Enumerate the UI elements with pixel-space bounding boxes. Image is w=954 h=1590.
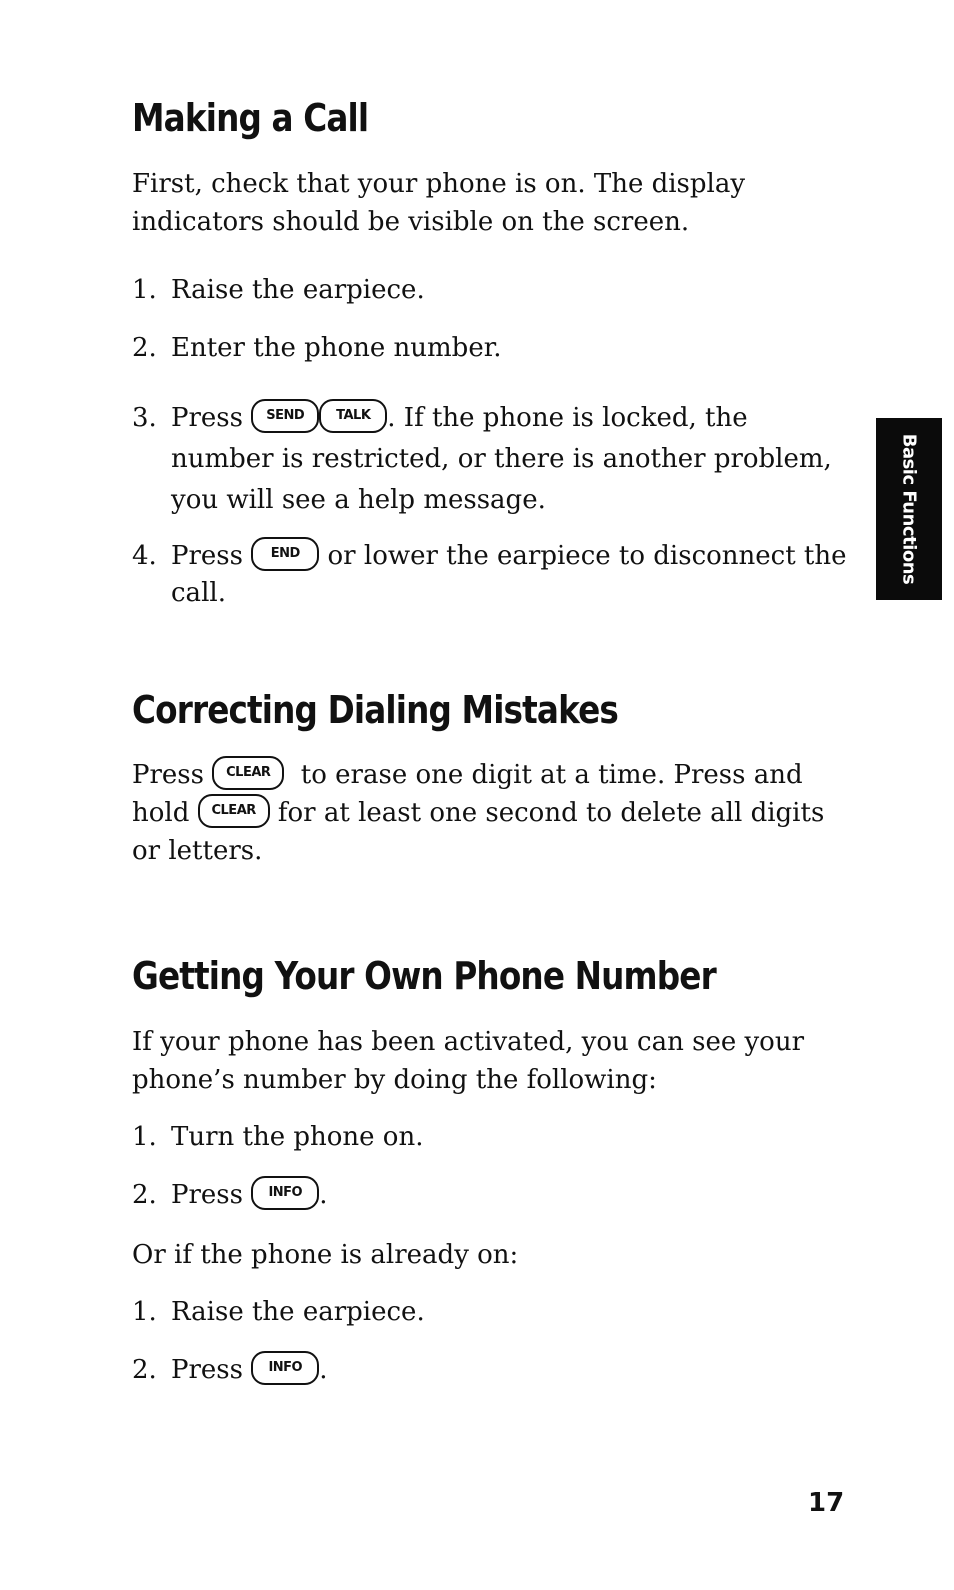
heading-making-a-call: Making a Call (132, 96, 369, 140)
text-part: to erase one digit at a time. Press and hold (132, 760, 803, 828)
intro-paragraph: First, check that your phone is on. The display indicators should be visible on the screen. (132, 169, 746, 237)
step-text (171, 1352, 852, 1389)
step-text: Raise the earpiece. (171, 275, 425, 305)
clear-key-icon: CLEAR (198, 794, 270, 828)
step-text-after: . (319, 1355, 328, 1385)
intro-paragraph: If your phone has been activated, you can see your phone’s number by doing the following: (132, 1027, 805, 1095)
step-number: 2. (132, 333, 157, 363)
step-text: Raise the earpiece. (171, 1297, 425, 1327)
list-item (132, 398, 852, 521)
list-item (132, 1177, 852, 1214)
step-number: 2. (132, 1355, 157, 1385)
step-number: 1. (132, 275, 157, 305)
list-item (132, 1119, 852, 1156)
heading-correcting-dialing-mistakes: Correcting Dialing Mistakes (132, 688, 618, 732)
list-item (132, 1352, 852, 1389)
list-item (132, 330, 852, 367)
side-tab-label: Basic Functions (898, 433, 920, 585)
info-key-icon: INFO (251, 1176, 319, 1210)
page-number: 17 (808, 1488, 845, 1518)
send-key-icon: SEND (251, 399, 319, 433)
step-text (171, 398, 852, 521)
step-text-before: Press (171, 1180, 243, 1210)
step-text-before: Press (171, 403, 243, 433)
step-text: Enter the phone number. (171, 333, 502, 363)
info-key-icon: INFO (251, 1351, 319, 1385)
section-side-tab (876, 418, 942, 600)
step-text-after: . (319, 1180, 328, 1210)
list-item (132, 538, 852, 612)
step-text-after: or lower the earpiece to disconnect the call. (171, 541, 847, 608)
heading-getting-phone-number: Getting Your Own Phone Number (132, 954, 716, 998)
clear-key-icon: CLEAR (212, 756, 284, 790)
step-text-before: Press (171, 1355, 243, 1385)
step-number: 1. (132, 1122, 157, 1152)
step-text (171, 1177, 852, 1214)
step-text: Turn the phone on. (171, 1122, 424, 1152)
correcting-paragraph (132, 756, 852, 870)
talk-key-icon: TALK (319, 399, 387, 433)
step-number: 3. (132, 403, 157, 433)
middle-paragraph: Or if the phone is already on: (132, 1240, 519, 1270)
step-text-after: . If the phone is locked, the number is restricted, or there is another problem, you will see a help message. (171, 403, 832, 515)
list-item (132, 272, 852, 309)
text-part: Press (132, 760, 204, 790)
step-number: 4. (132, 541, 157, 571)
list-item (132, 1294, 852, 1331)
text-part: for at least one second to delete all digits or letters. (132, 798, 825, 866)
step-text (171, 538, 852, 612)
step-number: 1. (132, 1297, 157, 1327)
step-number: 2. (132, 1180, 157, 1210)
step-text-before: Press (171, 541, 243, 571)
end-key-icon: END (251, 537, 319, 571)
